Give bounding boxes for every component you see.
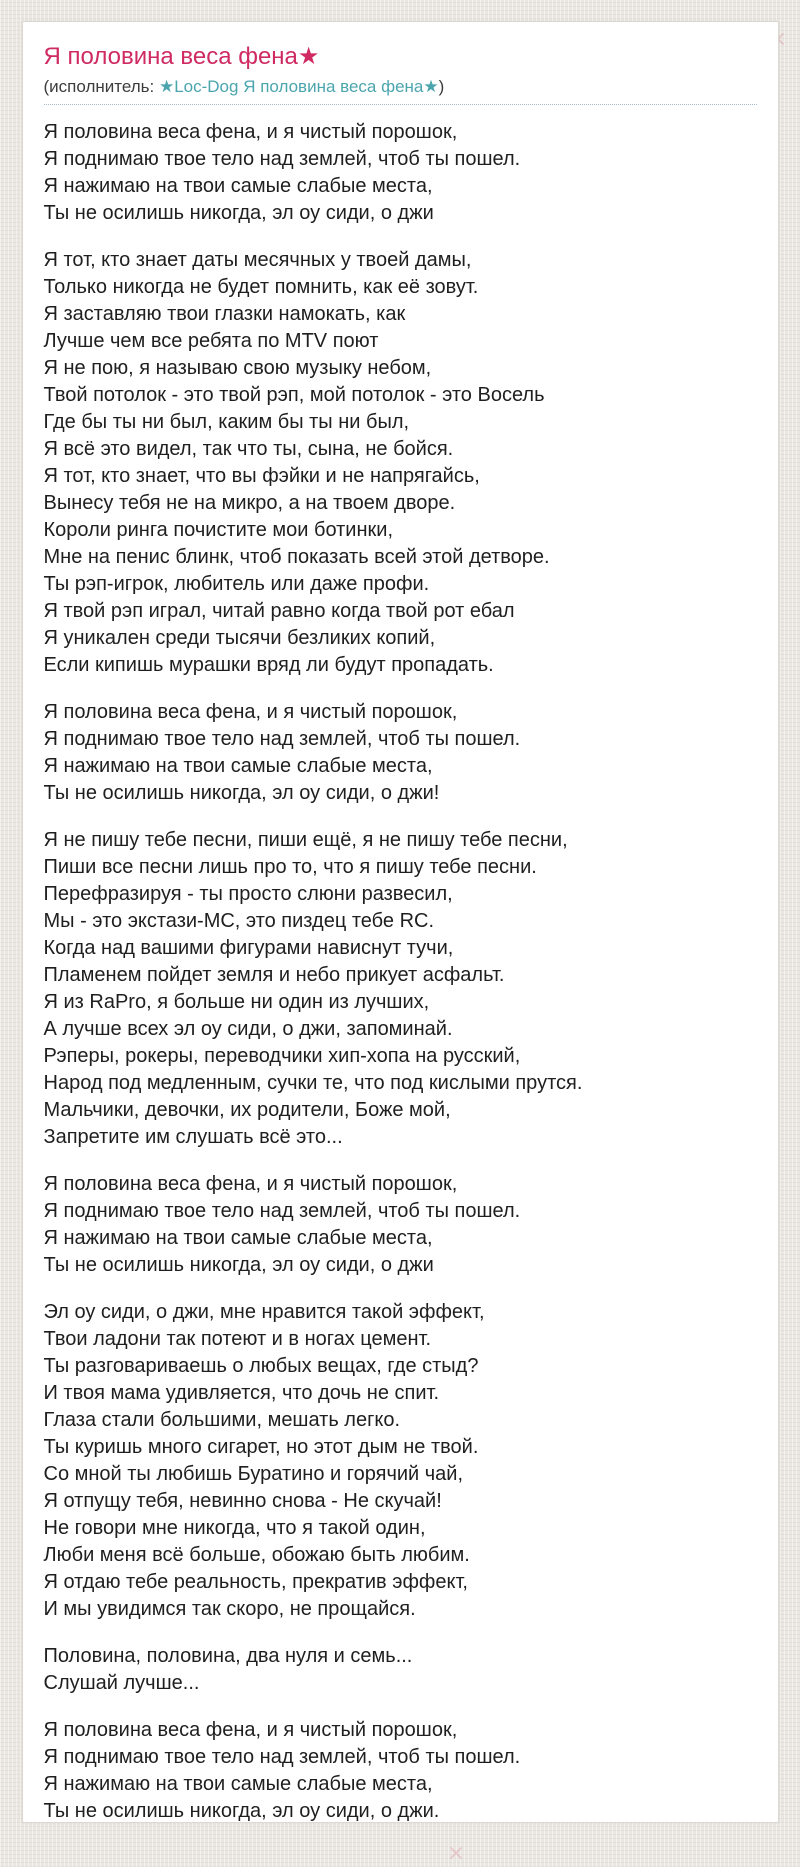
lyrics-line: Твой потолок - это твой рэп, мой потолок - это Восель [43,384,545,406]
lyrics-line: Слушай лучше... [43,1672,200,1694]
lyrics-line: Короли ринга почистите мои ботинки, [43,519,394,541]
lyrics-line: Не говори мне никогда, что я такой один, [43,1517,426,1539]
lyrics-line: Ты не осилишь никогда, эл оу сиди, о джи [43,202,434,224]
lyrics-line: Я нажимаю на твои самые слабые места, [43,1227,433,1249]
stanza [44,1643,757,1697]
lyrics-line: Запретите им слушать всё это... [43,1126,343,1148]
lyrics-line: Только никогда не будет помнить, как её зовут. [43,276,479,298]
lyrics-line: Я заставляю твои глазки намокать, как [43,303,406,325]
artist-suffix: ) [438,77,445,96]
lyrics-line: Ты не осилишь никогда, эл оу сиди, о джи [43,1254,434,1276]
lyrics-line: Я тот, кто знает, что вы фэйки и не напрягайсь, [43,465,480,487]
stanza [44,1299,757,1623]
lyrics-line: Я половина веса фена, и я чистый порошок, [43,1173,458,1195]
lyrics-panel [22,21,779,1823]
page [0,21,800,1867]
lyrics-line: Я поднимаю твое тело над землей, чтоб ты пошел. [43,1200,521,1222]
lyrics-line: Я твой рэп играл, читай равно когда твой рот ебал [43,600,515,622]
lyrics-line: Я поднимаю твое тело над землей, чтоб ты пошел. [43,1746,521,1768]
lyrics-line: Люби меня всё больше, обожаю быть любим. [43,1544,470,1566]
lyrics-line: Я тот, кто знает даты месячных у твоей дамы, [43,249,472,271]
lyrics-line: Я уникален среди тысячи безликих копий, [43,627,436,649]
lyrics-line: И мы увидимся так скоро, не прощайся. [43,1598,416,1620]
lyrics-line: Мне на пенис блинк, чтоб показать всей этой детворе. [43,546,550,568]
lyrics-line: Пиши все песни лишь про то, что я пишу тебе песни. [43,856,537,878]
lyrics-line: Если кипишь мурашки вряд ли будут пропадать. [43,654,494,676]
lyrics-line: Когда над вашими фигурами нависнут тучи, [43,937,454,959]
lyrics-line: Твои ладони так потеют и в ногах цемент. [43,1328,432,1350]
lyrics-line: Со мной ты любишь Буратино и горячий чай, [43,1463,464,1485]
stanza [44,1171,757,1279]
stitch-decoration [448,1845,464,1861]
lyrics-line: Ты куришь много сигарет, но этот дым не твой. [43,1436,479,1458]
lyrics-line: Я половина веса фена, и я чистый порошок, [43,121,458,143]
lyrics-line: Я отпущу тебя, невинно снова - Не скучай! [43,1490,442,1512]
lyrics-line: И твоя мама удивляется, что дочь не спит. [43,1382,439,1404]
header [44,42,757,105]
artist-line [44,76,757,98]
lyrics-line: Глаза стали большими, мешать легко. [43,1409,401,1431]
lyrics-line: Ты не осилишь никогда, эл оу сиди, о джи! [43,782,440,804]
stanza [44,699,757,807]
lyrics-line: Вынесу тебя не на микро, а на твоем дворе. [43,492,456,514]
lyrics-line: Ты не осилишь никогда, эл оу сиди, о джи. [43,1800,440,1822]
lyrics-line: Я поднимаю твое тело над землей, чтоб ты пошел. [43,728,521,750]
lyrics-line: Лучше чем все ребята по MTV поют [43,330,379,352]
lyrics-line: А лучше всех эл оу сиди, о джи, запоминай. [43,1018,453,1040]
lyrics-line: Я из RaPro, я больше ни один из лучших, [43,991,430,1013]
artist-prefix: (исполнитель: [43,77,159,96]
lyrics-line: Я не пишу тебе песни, пиши ещё, я не пишу тебе песни, [43,829,568,851]
lyrics-line: Рэперы, рокеры, переводчики хип-хопа на русский, [43,1045,521,1067]
lyrics-line: Ты разговариваешь о любых вещах, где стыд? [43,1355,479,1377]
lyrics-line: Эл оу сиди, о джи, мне нравится такой эффект, [43,1301,485,1323]
lyrics-line: Перефразируя - ты просто слюни развесил, [43,883,453,905]
lyrics-line: Мы - это экстази-MC, это пиздец тебе RC. [43,910,435,932]
lyrics-line: Народ под медленным, сучки те, что под кислыми прутся. [43,1072,583,1094]
lyrics-line: Где бы ты ни был, каким бы ты ни был, [43,411,410,433]
stanza [44,119,757,227]
lyrics-line: Я нажимаю на твои самые слабые места, [43,175,433,197]
lyrics-line: Ты рэп-игрок, любитель или даже профи. [43,573,430,595]
artist-link[interactable]: ★Loc-Dog Я половина веса фена★ [158,77,439,96]
lyrics-line: Пламенем пойдет земля и небо прикует асфальт. [43,964,505,986]
lyrics-line: Мальчики, девочки, их родители, Боже мой, [43,1099,451,1121]
lyrics-line: Половина, половина, два нуля и семь... [43,1645,413,1667]
lyrics-line: Я половина веса фена, и я чистый порошок, [43,1719,458,1741]
stanza [44,827,757,1151]
lyrics-line: Я отдаю тебе реальность, прекратив эффект, [43,1571,468,1593]
lyrics-line: Я нажимаю на твои самые слабые места, [43,755,433,777]
lyrics-line: Я нажимаю на твои самые слабые места, [43,1773,433,1795]
stanza [44,247,757,679]
lyrics-line: Я всё это видел, так что ты, сына, не бойся. [43,438,454,460]
song-title: Я половина веса фена★ [43,43,320,70]
lyrics-line: Я поднимаю твое тело над землей, чтоб ты пошел. [43,148,521,170]
stanza [44,1717,757,1823]
lyrics-line: Я половина веса фена, и я чистый порошок, [43,701,458,723]
lyrics-line: Я не пою, я называю свою музыку небом, [43,357,432,379]
lyrics [44,119,757,1823]
